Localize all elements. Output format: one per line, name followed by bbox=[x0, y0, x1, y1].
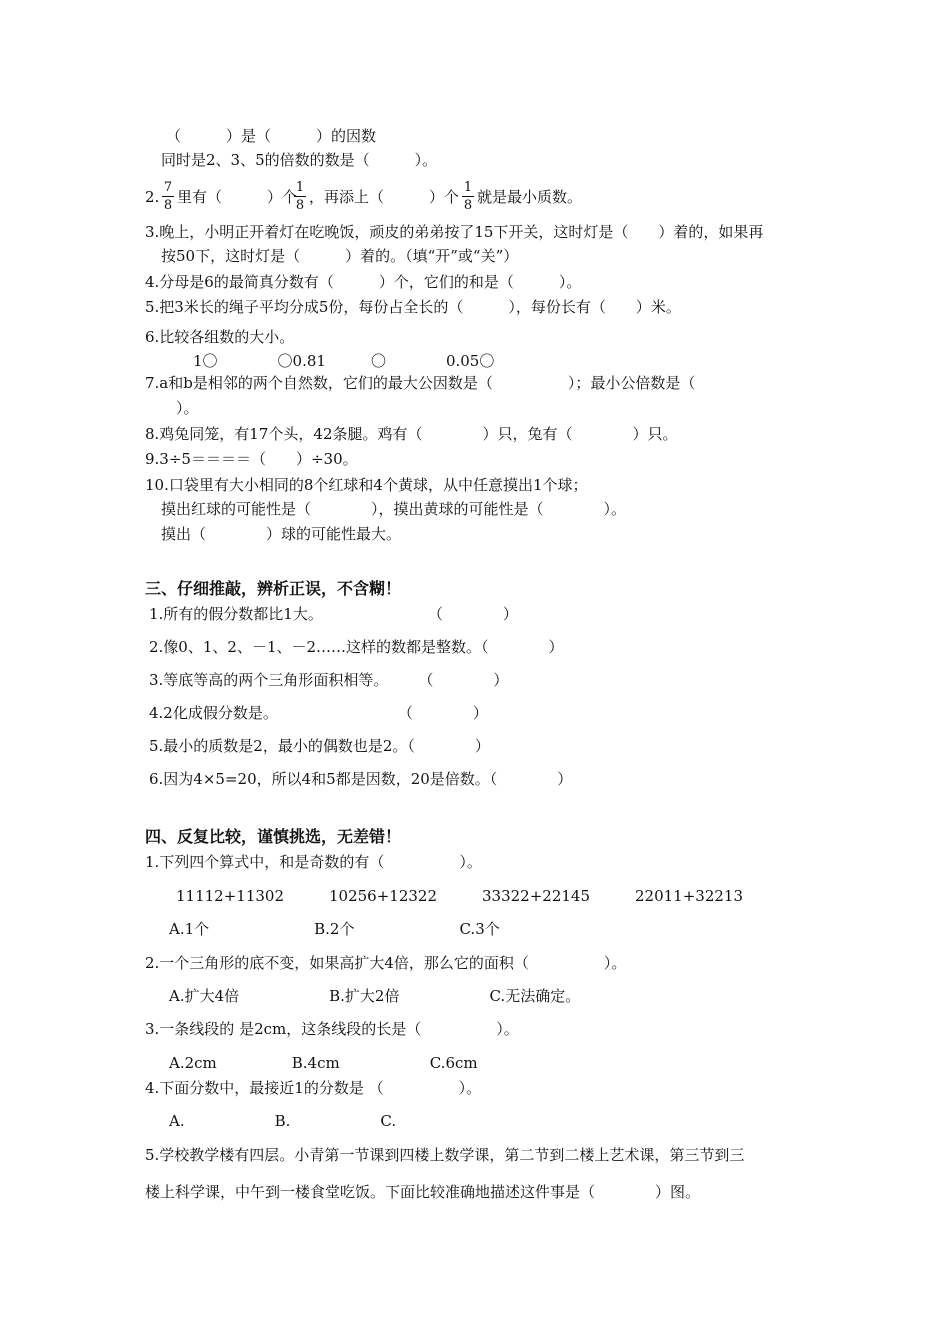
list-item: 4.2化成假分数是。 （ ） bbox=[149, 704, 488, 722]
question-line: ）。 bbox=[161, 399, 199, 417]
answer-options: 11112+11302 10256+12322 33322+22145 22011+32213 bbox=[176, 887, 744, 905]
question-text: 就是最小质数。 bbox=[477, 188, 583, 206]
answer-options: A. B. C. bbox=[169, 1112, 397, 1130]
section-title: 三、仔细推敲，辨析正误，不含糊！ bbox=[145, 579, 402, 598]
question-line: （ ）是（ ）的因数 bbox=[166, 127, 377, 145]
question-line: 2.一个三角形的底不变，如果高扩大4倍，那么它的面积（ ）。 bbox=[145, 954, 627, 972]
question-line: 摸出红球的可能性是（ ），摸出黄球的可能性是（ ）。 bbox=[161, 500, 627, 518]
list-item: 5.最小的质数是2，最小的偶数也是2。（ ） bbox=[149, 737, 490, 755]
answer-options: A.2cm B.4cm C.6cm bbox=[169, 1054, 478, 1072]
question-line: 3.一条线段的 是2cm，这条线段的长是（ ）。 bbox=[145, 1020, 519, 1038]
fraction: 1 8 bbox=[463, 180, 473, 213]
question-number: 2. bbox=[145, 188, 160, 206]
question-line: 4.分母是6的最简真分数有（ ）个，它们的和是（ ）。 bbox=[145, 273, 582, 291]
question-line: 6.比较各组数的大小。 bbox=[145, 328, 295, 346]
question-text: ，再添上（ ）个 bbox=[309, 188, 460, 206]
answer-options: A.扩大4倍 B.扩大2倍 C.无法确定。 bbox=[169, 987, 581, 1005]
question-line: 1.下列四个算式中，和是奇数的有（ ）。 bbox=[145, 853, 482, 871]
question-line: 5.学校教学楼有四层。小青第一节课到四楼上数学课，第二节到二楼上艺术课，第三节到三 bbox=[145, 1146, 745, 1164]
question-text: 里有（ ）个 bbox=[177, 188, 298, 206]
answer-options: A.1个 B.2个 C.3个 bbox=[169, 920, 500, 938]
question-line: 10.口袋里有大小相同的8个红球和4个黄球，从中任意摸出1个球； bbox=[145, 476, 588, 494]
question-line: 4.下面分数中，最接近1的分数是 （ ）。 bbox=[145, 1079, 482, 1097]
list-item: 3.等底等高的两个三角形面积相等。 （ ） bbox=[149, 671, 509, 689]
list-item: 1.所有的假分数都比1大。 （ ） bbox=[149, 605, 518, 623]
question-line: 1〇 〇0.81 〇 0.05〇 bbox=[193, 352, 495, 370]
question-line: 8.鸡兔同笼，有17个头，42条腿。鸡有（ ）只，兔有（ ）只。 bbox=[145, 425, 678, 443]
question-line: 按50下，这时灯是（ ）着的。（填“开”或“关”） bbox=[161, 247, 519, 265]
section-title: 四、反复比较，谨慎挑选，无差错！ bbox=[145, 827, 402, 846]
list-item: 2.像0、1、2、－1、－2……这样的数都是整数。（ ） bbox=[149, 638, 564, 656]
question-line: 楼上科学课，中午到一楼食堂吃饭。下面比较准确地描述这件事是（ ）图。 bbox=[145, 1183, 701, 1201]
fraction: 1 8 bbox=[295, 180, 305, 213]
question-line: 同时是2、3、5的倍数的数是（ ）。 bbox=[161, 151, 438, 169]
question-line: 7.a和b是相邻的两个自然数，它们的最大公因数是（ ）；最小公倍数是（ bbox=[145, 374, 696, 392]
list-item: 6.因为4×5=20，所以4和5都是因数，20是倍数。（ ） bbox=[149, 770, 573, 788]
question-line: 3.晚上，小明正开着灯在吃晚饭，顽皮的弟弟按了15下开关，这时灯是（ ）着的，如果再 bbox=[145, 223, 764, 241]
question-line: 5.把3米长的绳子平均分成5份，每份占全长的（ ），每份长有（ ）米。 bbox=[145, 298, 681, 316]
fraction: 7 8 bbox=[163, 180, 173, 213]
question-line: 摸出（ ）球的可能性最大。 bbox=[161, 525, 402, 543]
question-line: 9.3÷5＝＝＝＝（ ）÷30。 bbox=[145, 450, 358, 468]
